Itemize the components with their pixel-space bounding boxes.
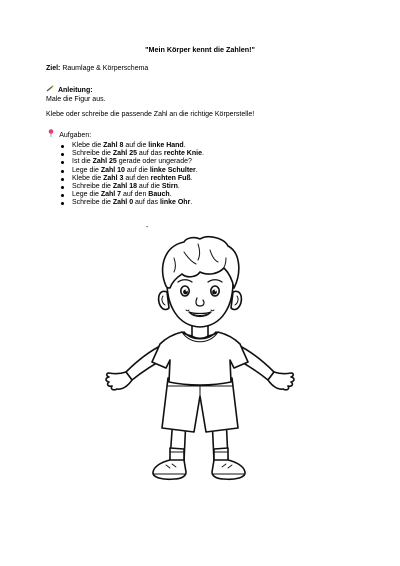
boy-outline-illustration <box>100 228 310 488</box>
list-item: Schreibe die Zahl 18 auf die Stirn. <box>58 183 204 191</box>
pencil-icon <box>46 87 56 94</box>
left-hand <box>106 372 132 390</box>
list-item: Klebe die Zahl 8 auf die linke Hand. <box>58 142 204 150</box>
list-item: Ist die Zahl 25 gerade oder ungerade? <box>58 158 204 166</box>
tshirt <box>152 332 248 385</box>
goal-label: Ziel: <box>46 65 61 72</box>
list-item: Lege die Zahl 10 auf die linke Schulter. <box>58 167 204 175</box>
list-item: Schreibe die Zahl 25 auf das rechte Knie. <box>58 150 204 158</box>
task-list <box>58 142 204 208</box>
list-item: Lege die Zahl 7 auf den Bauch. <box>58 191 204 199</box>
goal-line <box>46 65 148 74</box>
sticker-instruction: Klebe oder schreibe die passende Zahl an die richtige Körperstelle! <box>46 111 255 118</box>
goal-text: Raumlage & Körperschema <box>60 65 149 72</box>
right-hand <box>268 372 294 390</box>
list-item: Klebe die Zahl 3 auf den rechten Fuß. <box>58 175 204 183</box>
tasks-heading-label: Aufgaben: <box>59 132 92 139</box>
worksheet-title: "Mein Körper kennt die Zahlen!" <box>145 45 255 54</box>
list-item: Schreibe die Zahl 0 auf das linke Ohr. <box>58 199 204 207</box>
instruction-label: Anleitung: <box>57 87 93 94</box>
left-shoe <box>153 460 186 479</box>
instruction-block <box>46 85 106 104</box>
tasks-heading <box>48 129 91 141</box>
stray-mark: - <box>146 224 149 231</box>
instruction-line: Male die Figur aus. <box>46 95 106 103</box>
pin-icon <box>48 130 56 139</box>
right-shoe <box>212 460 245 479</box>
